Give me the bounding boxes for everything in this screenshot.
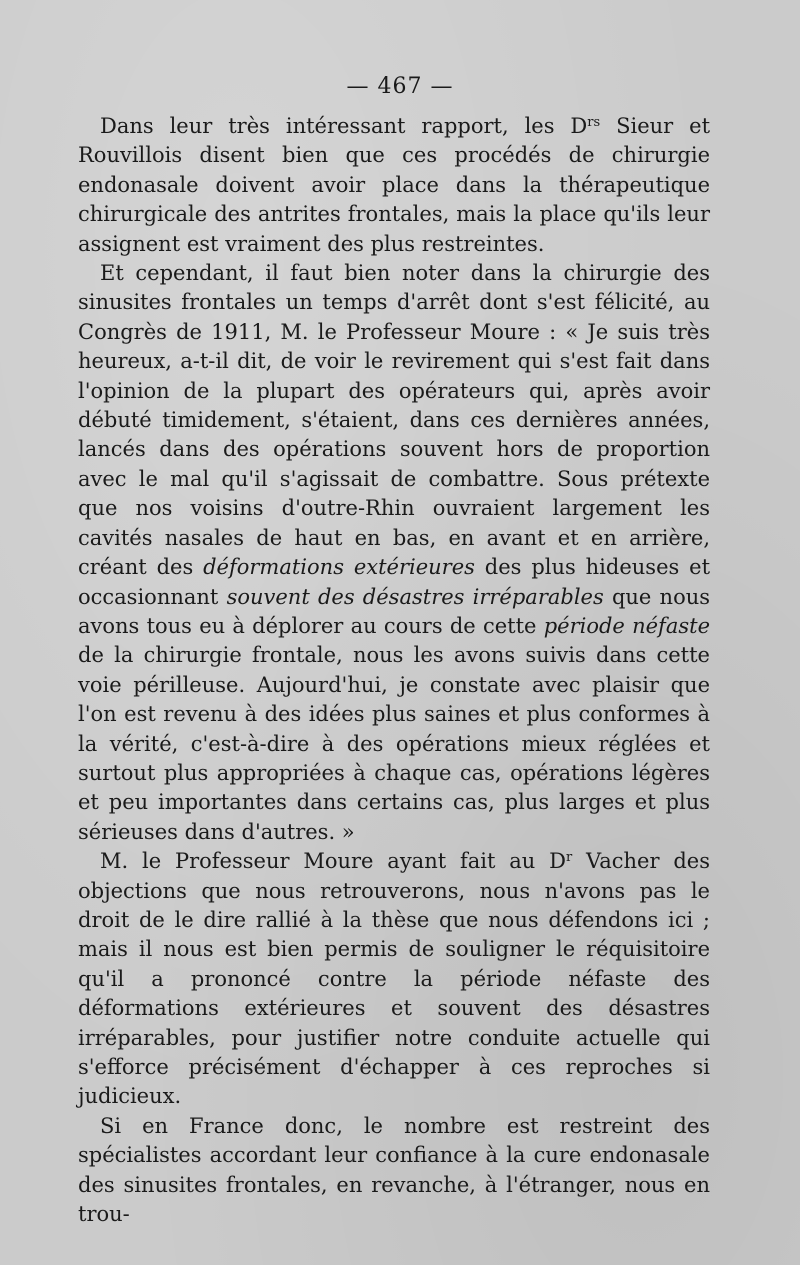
body-text (78, 112, 710, 1229)
italic-phrase: déformations extérieures (203, 555, 475, 580)
text-segment: Vacher des objections que nous retrouverons, nous n'avons pas le droit de le dire rallié à la thèse que nous défendons ici ; mais il nous est bien permis de souligner le réquisitoire qu'il a prononcé contre la période néfaste des déformations extérieures et souvent des désastres irréparables, pour justifier notre conduite actuelle qui s'efforce précisément d'échapper à ces reproches si judicieux. (78, 849, 710, 1109)
text-segment: que nous avons tous eu à déplorer au cours de cette (78, 584, 711, 638)
abbreviation-superscript: r (565, 850, 573, 866)
paragraph-2 (78, 259, 710, 847)
abbreviation-superscript: rs (587, 115, 601, 130)
italic-phrase: souvent des désastres irréparables (226, 584, 604, 609)
text-segment: de la chirurgie frontale, nous les avons suivis dans cette voie périlleuse. Aujourd'hui, je constate avec plaisir que l'on est revenu à des idées plus saines et plus conformes à la vérité, c'est-à-dire à des opérations mieux réglées et surtout plus appropriées à chaque cas, opérations légères et peu importantes dans certains cas, plus larges et plus sérieuses dans d'autres. » (78, 643, 710, 844)
text-segment: Et cependant, il faut bien noter dans la chirurgie des sinusites frontales un temps d'arrêt dont s'est félicité, au Congrès de 1911, M. le Professeur Moure : « Je suis très heureux, a-t-il dit, de voir le revirement qui s'est fait dans l'opinion de la plupart des opérateurs qui, après avoir débuté timidement, s'étaient, dans ces dernières années, lancés dans des opérations souvent hors de proportion avec le mal qu'il s'agissait de combattre. Sous prétexte que nos voisins d'outre-Rhin ouvraient largement les cavités nasales de haut en bas, en avant et en arrière, créant des (78, 261, 710, 580)
text-segment: Dans leur très intéressant rapport, les D (100, 114, 588, 138)
paragraph-3 (78, 847, 710, 1112)
page-number: — 467 — (346, 74, 454, 99)
text-segment: M. le Professeur Moure ayant fait au D (100, 849, 566, 874)
paragraph-4 (78, 1112, 710, 1230)
text-segment: Sieur et Rouvillois disent bien que ces procédés de chirurgie endonasale doivent avoir place dans la thérapeutique chirurgicale des antrites frontales, mais la place qu'ils leur assignent est vraiment des plus restreintes. (78, 114, 711, 256)
italic-phrase: période néfaste (543, 613, 710, 638)
text-segment: des plus hideuses et occasionnant (78, 555, 711, 609)
paragraph-1 (78, 112, 710, 259)
text-segment: Si en France donc, le nombre est restreint des spécialistes accordant leur confiance à la cure endonasale des sinusites frontales, en revanche, à l'étranger, nous en trou- (78, 1113, 710, 1227)
